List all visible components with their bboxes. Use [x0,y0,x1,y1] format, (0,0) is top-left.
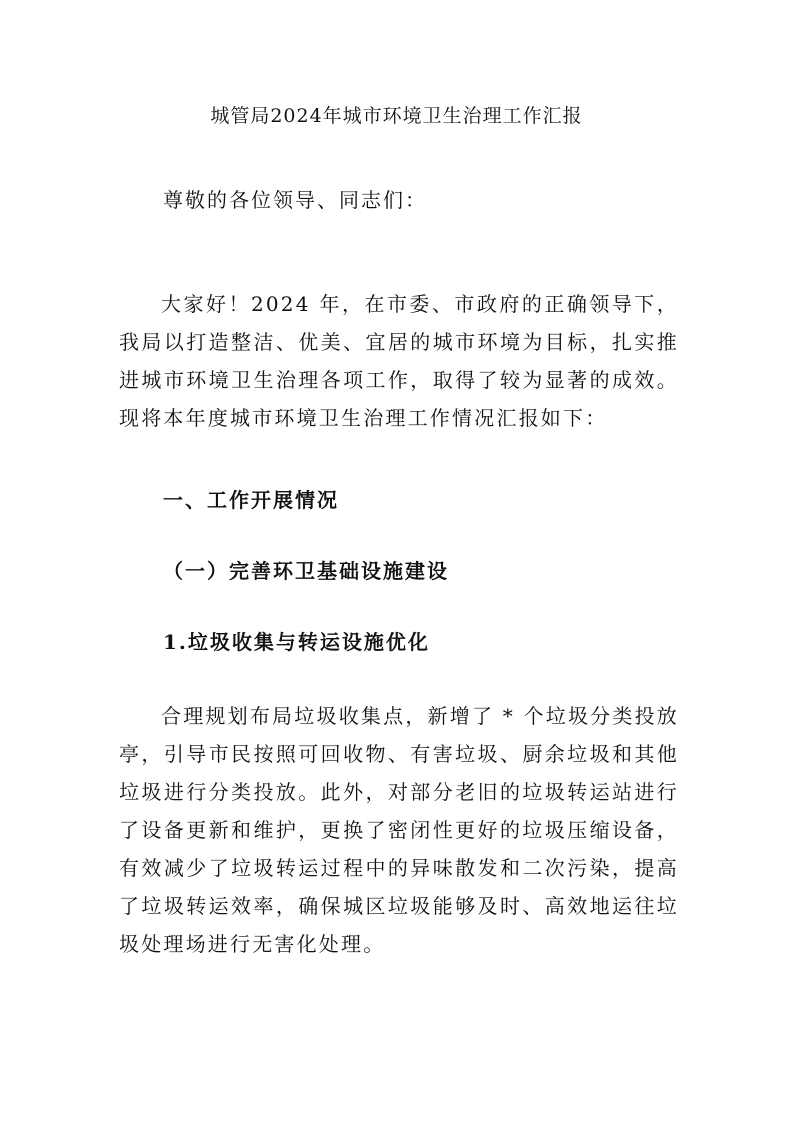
section-heading: 一、工作开展情况 [163,488,339,512]
subsection-heading: （一）完善环卫基础设施建设 [163,559,449,583]
intro-paragraph: 大家好！2024 年，在市委、市政府的正确领导下，我局以打造整洁、优美、宜居的城市环境为目标，扎实推进城市环境卫生治理各项工作，取得了较为显著的成效。现将本年度城市环境卫生治理工作情况汇报如下： [119,292,679,430]
body-paragraph: 合理规划布局垃圾收集点，新增了 * 个垃圾分类投放亭，引导市民按照可回收物、有害垃圾、厨余垃圾和其他垃圾进行分类投放。此外，对部分老旧的垃圾转运站进行了设备更新和维护，更换了密闭性更好的垃圾压缩设备，有效减少了垃圾转运过程中的异味散发和二次污染，提高了垃圾转运效率，确保城区垃圾能够及时、高效地运往垃圾处理场进行无害化处理。 [119,704,679,956]
document-title: 城管局2024年城市环境卫生治理工作汇报 [210,105,583,127]
salutation: 尊敬的各位领导、同志们： [163,188,427,212]
item-heading: 1.垃圾收集与转运设施优化 [163,630,430,654]
